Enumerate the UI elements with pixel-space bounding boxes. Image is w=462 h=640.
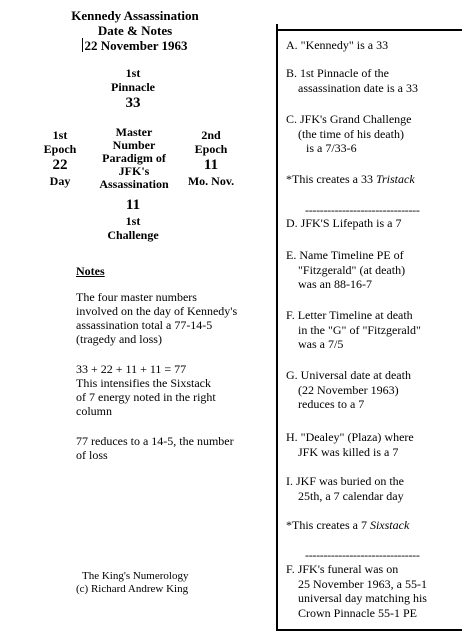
item-f-line: F. Letter Timeline at death [286,308,413,322]
item-g-line: reduces to a 7 [298,397,365,411]
item-f-line: in the "G" of "Fitzgerald" [298,322,421,337]
date-text: 22 November 1963 [84,38,188,53]
epoch1-value: 22 [52,157,68,173]
item-b-line: B. 1st Pinnacle of the [286,66,389,80]
epoch2-block [183,128,239,188]
master-number-block [88,126,180,191]
pinnacle-block [95,66,171,112]
notes-paragraph-2 [76,362,216,418]
notes-p2-line: of 7 energy noted in the right [76,390,216,404]
notes-p2-line: This intensifies the Sixstack [76,376,211,390]
epoch1-block [35,128,85,188]
pinnacle-value: 33 [125,95,141,111]
notes-heading: Notes [76,264,105,278]
epoch1-label-1: 1st [52,128,68,142]
footer-line-1: The King's Numerology [82,570,189,582]
master-line-1: Master [115,125,153,139]
item-a [286,38,388,53]
master-line-3: Paradigm of [102,151,166,165]
item-e-line: "Fitzgerald" (at death) [298,262,406,277]
notes-p3-line: of loss [76,448,108,462]
item-c-line: is a 7/33-6 [306,141,357,155]
epoch1-sub: Day [49,174,71,188]
item-g-line: G. Universal date at death [286,368,411,382]
item-f [286,308,421,352]
item-b-line: assassination date is a 33 [298,80,418,95]
item-f-funeral [286,562,427,620]
item-f-line: was a 7/5 [298,337,344,351]
title-line: Kennedy Assassination [71,8,199,23]
item-i-line: I. JKF was buried on the [286,474,404,488]
item-h [286,430,414,459]
item-f2-line: Crown Pinnacle 55-1 PE [298,605,417,620]
epoch2-label-1: 2nd [201,128,221,142]
epoch2-value: 11 [203,157,219,173]
item-b [286,66,418,95]
item-c [286,112,411,156]
epoch2-label-2: Epoch [194,142,228,156]
master-line-2: Number [112,138,156,152]
notes-p1-line: assassination total a 77-14-5 [76,318,213,332]
sixstack-prefix: *This creates a 7 [286,518,370,532]
item-c-line: (the time of his death) [298,126,404,141]
item-f2-line: F. JFK's funeral was on [286,562,399,576]
item-e [286,248,405,292]
challenge-label-2: Challenge [107,228,159,242]
challenge-label-1: 1st [125,214,141,228]
dashed-separator: ------------------------------- [305,203,420,217]
rule-bottom-right [276,629,462,631]
dashed-separator: ------------------------------- [305,548,420,562]
notes-p3-line: 77 reduces to a 14-5, the number [76,434,234,448]
item-g-line: (22 November 1963) [298,382,399,397]
date-line [40,38,230,53]
epoch1-label-2: Epoch [43,142,77,156]
item-h-line: H. "Dealey" (Plaza) where [286,430,414,444]
item-e-line: was an 88-16-7 [298,277,372,291]
challenge-value: 11 [125,197,141,213]
item-c-line: C. JFK's Grand Challenge [286,112,412,126]
notes-paragraph-3 [76,434,234,462]
master-line-5: Assassination [99,177,169,191]
rule-top-right [276,29,462,31]
item-g [286,368,411,412]
challenge-block [95,196,171,242]
item-f2-line: universal day matching his [298,591,427,605]
copyright-footer [76,570,188,596]
notes-p1-line: (tragedy and loss) [76,332,162,346]
tristack-note [286,172,415,187]
item-d [286,216,402,231]
pinnacle-label-1: 1st [125,66,141,80]
item-h-line: JFK was killed is a 7 [298,444,399,459]
item-f2-line: 25 November 1963, a 55-1 [298,576,427,591]
tristack-prefix: *This creates a 33 [286,172,376,186]
epoch2-sub: Mo. Nov. [187,174,235,188]
pinnacle-label-2: Pinnacle [111,80,155,94]
notes-p2-line: column [76,404,112,418]
page-title [40,8,230,53]
sixstack-word: Sixstack [369,518,410,532]
item-a-line: A. "Kennedy" is a 33 [286,38,389,52]
column-divider [276,24,278,630]
item-i [286,474,404,503]
sixstack-note [286,518,409,533]
notes-paragraph-1 [76,290,237,346]
item-e-line: E. Name Timeline PE of [286,248,404,262]
notes-p1-line: involved on the day of Kennedy's [76,304,238,318]
master-line-4: JFK's [118,164,150,178]
tristack-word: Tristack [375,172,415,186]
notes-p2-line: 33 + 22 + 11 + 11 = 77 [76,362,187,376]
item-i-line: 25th, a 7 calendar day [298,488,404,503]
item-d-line: D. JFK'S Lifepath is a 7 [286,216,402,230]
footer-line-2: (c) Richard Andrew King [76,583,189,595]
notes-p1-line: The four master numbers [76,290,197,304]
subtitle-line: Date & Notes [97,23,173,38]
